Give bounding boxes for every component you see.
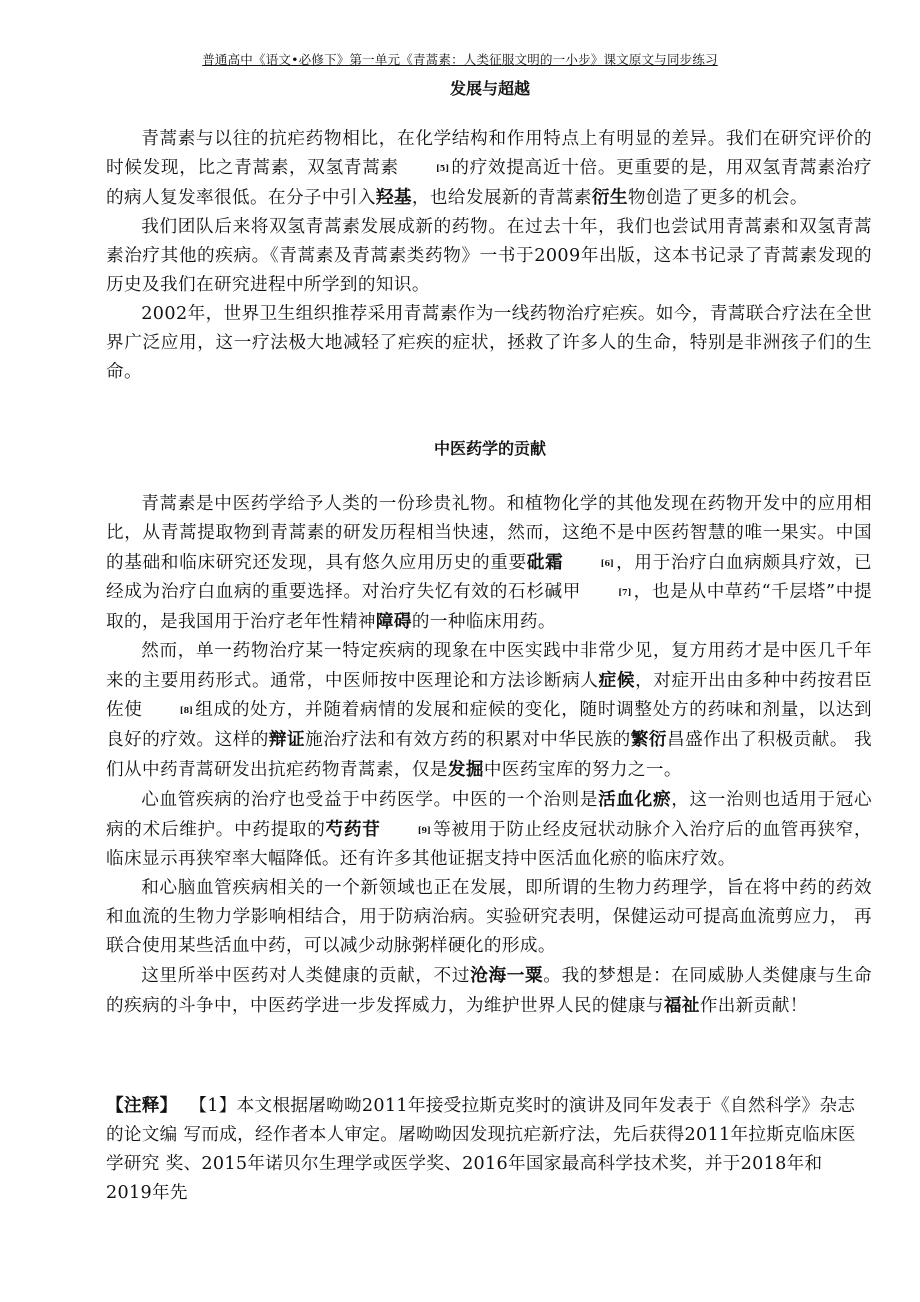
paragraph: 我们团队后来将双氢青蒿素发展成新的药物。在过去十年，我们也尝试用青蒿素和双氢青蒿素治疗其他的疾病。《青蒿素及青蒿素类药物》一书于2009年出版，这本书记录了青蒿素发现的历史及我们在研究进程中所学到的知识。	[106, 217, 872, 295]
annotated-term: 辩证	[268, 729, 306, 750]
annotated-term: 福祉	[663, 995, 700, 1016]
section-body-tcm-contribution	[106, 490, 872, 1021]
annotated-term: 沧海一粟	[470, 965, 544, 986]
section-body-development	[106, 125, 872, 387]
annotated-term: 发掘	[447, 759, 484, 780]
section-heading-development: 发展与超越	[449, 79, 530, 98]
footnote-ref[interactable]: [8]	[179, 705, 193, 715]
footnote-ref[interactable]: [9]	[417, 825, 431, 835]
paragraph: 青蒿素与以往的抗疟药物相比，在化学结构和作用特点上有明显的差异。我们在研究评价的时候发现，比之青蒿素，双氢青蒿素 [5] 的疗效提高近十倍。更重要的是，用双氢青蒿素治疗的病人复发率很低。在分子中引入羟基，也给发展新的青蒿素衍生物创造了更多的机会。	[106, 129, 873, 208]
page-header: 普通高中《语文•必修下》第一单元《青蒿素：人类征服文明的一小步》课文原文与同步练习	[202, 52, 718, 67]
annotated-term: 衍生	[591, 187, 628, 208]
footnote-ref[interactable]: [5]	[435, 163, 450, 173]
annotated-term: 羟基	[375, 187, 412, 208]
paragraph: 和心脑血管疾病相关的一个新领域也正在发展，即所谓的生物力药理学，旨在将中药的药效和血流的生物力学影响相结合，用于防病治病。实验研究表明，保健运动可提高血流剪应力， 再联合使用某些活血中药，可以减少动脉粥样硬化的形成。	[106, 878, 872, 956]
paragraph: 青蒿素是中医药学给予人类的一份珍贵礼物。和植物化学的其他发现在药物开发中的应用相比，从青蒿提取物到青蒿素的研发历程相当快速，然而，这绝不是中医药智慧的唯一果实。中国的基础和临床研究还发现，具有悠久应用历史的重要砒霜 [6] ，用于治疗白血病颇具疗效，已经成为治疗白血病的重要选择。对治疗失忆有效的石杉碱甲 [7] ，也是从中草药“千层塔”中提取的，是我国用于治疗老年性精神障碍的一种临床用药。	[106, 494, 872, 632]
section-heading-tcm-contribution: 中医药学的贡献	[433, 439, 546, 458]
annotated-term: 症候	[598, 670, 636, 691]
annotated-term: 活血化瘀	[598, 789, 672, 810]
footnote-ref[interactable]: [7]	[618, 587, 632, 597]
annotation-notes	[106, 1091, 866, 1208]
notes-text: 【1】本文根据屠呦呦2011年接受拉斯克奖时的演讲及同年发表于《自然科学》杂志的论文编 写而成，经作者本人审定。屠呦呦因发现抗疟新疗法，先后获得2011年拉斯克临床医学研究 奖、2015年诺贝尔生理学或医学奖、2016年国家最高科学技术奖，并于2018年和2019年先	[106, 1096, 856, 1203]
paragraph: 然而，单一药物治疗某一特定疾病的现象在中医实践中非常少见，复方用药才是中医几千年来的主要用药形式。通常，中医师按中医理论和方法诊断病人症候，对症开出由多种中药按君臣佐使 [8] 组成的处方，并随着病情的发展和症候的变化，随时调整处方的药味和剂量，以达到良好的疗效。这样的辩证施治疗法和有效方药的积累对中华民族的繁衍昌盛作出了积极贡献。 我们从中药青蒿研发出抗疟药物青蒿素，仅是发掘中医药宝库的努力之一。	[106, 641, 872, 780]
paragraph: 这里所举中医药对人类健康的贡献，不过沧海一粟。我的梦想是：在同威胁人类健康与生命的疾病的斗争中，中医药学进一步发挥威力，为维护世界人民的健康与福祉作出新贡献！	[106, 965, 873, 1016]
annotated-term: 障碍	[375, 611, 412, 632]
annotated-term: 芍药苷	[325, 819, 381, 840]
notes-label: 【注释】	[106, 1095, 178, 1116]
annotated-term: 砒霜	[526, 552, 564, 573]
paragraph: 2002年，世界卫生组织推荐采用青蒿素作为一线药物治疗疟疾。如今，青蒿联合疗法在全世界广泛应用，这一疗法极大地减轻了疟疾的症状，拯救了许多人的生命，特别是非洲孩子们的生命。	[106, 304, 872, 382]
paragraph: 心血管疾病的治疗也受益于中药医学。中医的一个治则是活血化瘀，这一治则也适用于冠心病的术后维护。中药提取的芍药苷 [9] 等被用于防止经皮冠状动脉介入治疗后的血管再狭窄，临床显示再狭窄率大幅降低。还有许多其他证据支持中医活血化瘀的临床疗效。	[106, 789, 872, 869]
footnote-ref[interactable]: [6]	[600, 558, 614, 568]
annotated-term: 繁衍	[630, 729, 667, 750]
